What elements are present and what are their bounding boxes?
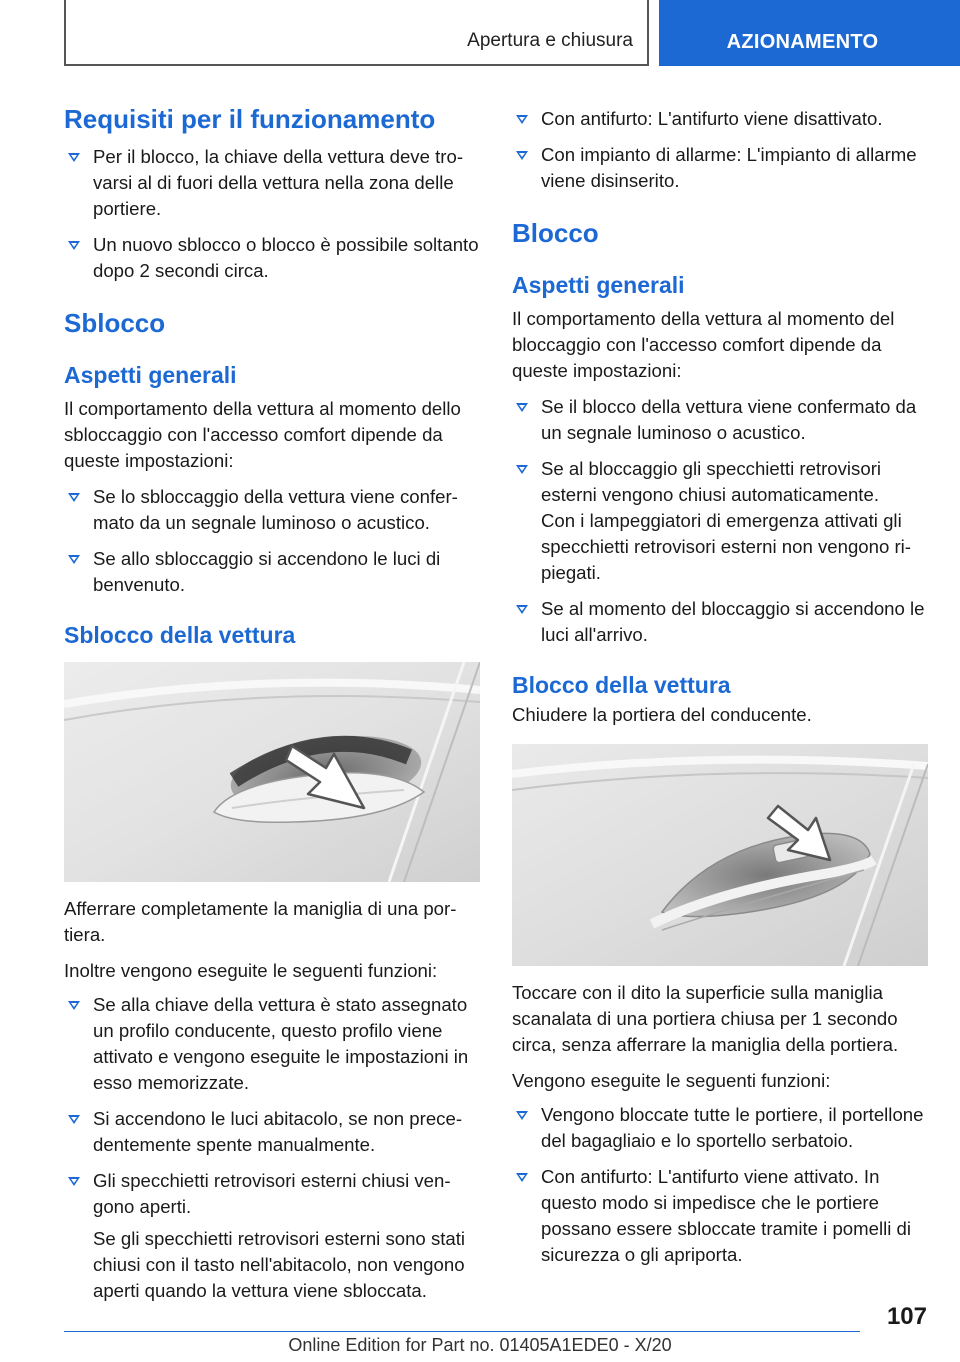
sblocco-heading: Sblocco	[64, 308, 166, 338]
list-item: Se alla chiave della vettura è stato assegnato un profilo conducente, questo profilo viene attivato e vengono eseguite le impostazioni in esso memorizzate.	[64, 992, 480, 1096]
right-column	[512, 100, 928, 1278]
header-chapter-tab	[659, 0, 960, 66]
triangle-bullet-icon	[516, 605, 528, 614]
unlock-extra-list	[512, 106, 928, 194]
list-item: Un nuovo sblocco o blocco è possibile soltanto dopo 2 secondi circa.	[64, 232, 480, 284]
unlock-functions-list	[64, 992, 480, 1304]
requirements-list	[64, 144, 480, 284]
door-handle-grab-illustration	[64, 662, 480, 882]
footer-divider	[64, 1331, 860, 1332]
list-item: Se il blocco della vettura viene confermato da un segnale luminoso o acustico.	[512, 394, 928, 446]
blocco-heading: Blocco	[512, 218, 599, 248]
list-item: Vengono bloccate tutte le portiere, il portellone del bagagliaio e lo sportello serbatoio.	[512, 1102, 928, 1154]
triangle-bullet-icon	[68, 153, 80, 162]
list-item: Gli specchietti retrovisori esterni chiusi vengono aperti. Se gli specchietti retrovisori esterni sono stati chiusi con il tasto nell'abitacolo, non vengono aperti quando la vettura viene sbloccata.	[64, 1168, 480, 1304]
unlock-vehicle-heading: Sblocco della vettura	[64, 622, 296, 648]
door-handle-touch-illustration	[512, 744, 928, 966]
lock-general-heading: Aspetti generali	[512, 272, 685, 298]
triangle-bullet-icon	[516, 1111, 528, 1120]
lock-general-text: Il comportamento della vettura al momento del bloccaggio con l'accesso comfort dipende da queste impostazioni:	[512, 308, 895, 381]
hazard-note: Con i lampeggiatori di emergenza attivati gli specchietti retrovisori esterni non vengono ripiegati.	[541, 510, 911, 583]
lock-vehicle-text: Chiudere la portiera del conducente.	[512, 704, 812, 725]
list-item: Se lo sbloccaggio della vettura viene confermato da un segnale luminoso o acustico.	[64, 484, 480, 536]
header-chapter-title: AZIONAMENTO	[726, 31, 879, 53]
unlock-general-text: Il comportamento della vettura al momento dello sbloccaggio con l'accesso comfort dipende da queste impostazioni:	[64, 398, 461, 471]
header-section-title: Apertura e chiusura	[467, 30, 633, 51]
list-item: Con antifurto: L'antifurto viene disattivato.	[512, 106, 928, 132]
unlock-general-heading: Aspetti generali	[64, 362, 237, 388]
list-item: Si accendono le luci abitacolo, se non precedentemente spente manualmente.	[64, 1106, 480, 1158]
lock-caption: Toccare con il dito la superficie sulla maniglia scanalata di una portiera chiusa per 1 secondo circa, senza afferrare la maniglia della portiera.	[512, 982, 899, 1055]
triangle-bullet-icon	[68, 241, 80, 250]
mirror-note: Se gli specchietti retrovisori esterni sono stati chiusi con il tasto nell'abitacolo, non vengono aperti quando la vettura viene sbloccata.	[93, 1228, 466, 1301]
list-item: Con impianto di allarme: L'impianto di allarme viene disinserito.	[512, 142, 928, 194]
footer-edition: Online Edition for Part no. 01405A1EDE0 - X/20	[288, 1335, 672, 1355]
lock-settings-list	[512, 394, 928, 648]
page-number: 107	[886, 1303, 927, 1330]
list-item: Con antifurto: L'antifurto viene attivato. In questo modo si impedisce che le portiere possano essere sbloccate tramite i pomelli di sicurezza o gli apriporta.	[512, 1164, 928, 1268]
triangle-bullet-icon	[68, 1115, 80, 1124]
triangle-bullet-icon	[68, 555, 80, 564]
triangle-bullet-icon	[68, 1001, 80, 1010]
lock-functions-intro: Vengono eseguite le seguenti funzioni:	[512, 1070, 831, 1091]
header-section-box	[64, 0, 649, 66]
unlock-functions-intro: Inoltre vengono eseguite le seguenti funzioni:	[64, 960, 438, 981]
requirements-heading: Requisiti per il funzionamento	[64, 104, 436, 134]
triangle-bullet-icon	[68, 1177, 80, 1186]
lock-vehicle-heading: Blocco della vettura	[512, 672, 731, 698]
list-item: Se al bloccaggio gli specchietti retrovisori esterni vengono chiusi automaticamente. Con i lampeggiatori di emergenza attivati gli specchietti retrovisori esterni non vengono ripiegati.	[512, 456, 928, 586]
list-item: Se allo sbloccaggio si accendono le luci di benvenuto.	[64, 546, 480, 598]
triangle-bullet-icon	[516, 465, 528, 474]
triangle-bullet-icon	[516, 1173, 528, 1182]
lock-functions-list	[512, 1102, 928, 1268]
unlock-settings-list	[64, 484, 480, 598]
triangle-bullet-icon	[68, 493, 80, 502]
triangle-bullet-icon	[516, 115, 528, 124]
list-item: Se al momento del bloccaggio si accendono le luci all'arrivo.	[512, 596, 928, 648]
unlock-caption: Afferrare completamente la maniglia di una portiera.	[64, 898, 457, 945]
triangle-bullet-icon	[516, 151, 528, 160]
left-column	[64, 100, 480, 1314]
list-item: Per il blocco, la chiave della vettura deve trovarsi al di fuori della vettura nella zona delle portiere.	[64, 144, 480, 222]
triangle-bullet-icon	[516, 403, 528, 412]
